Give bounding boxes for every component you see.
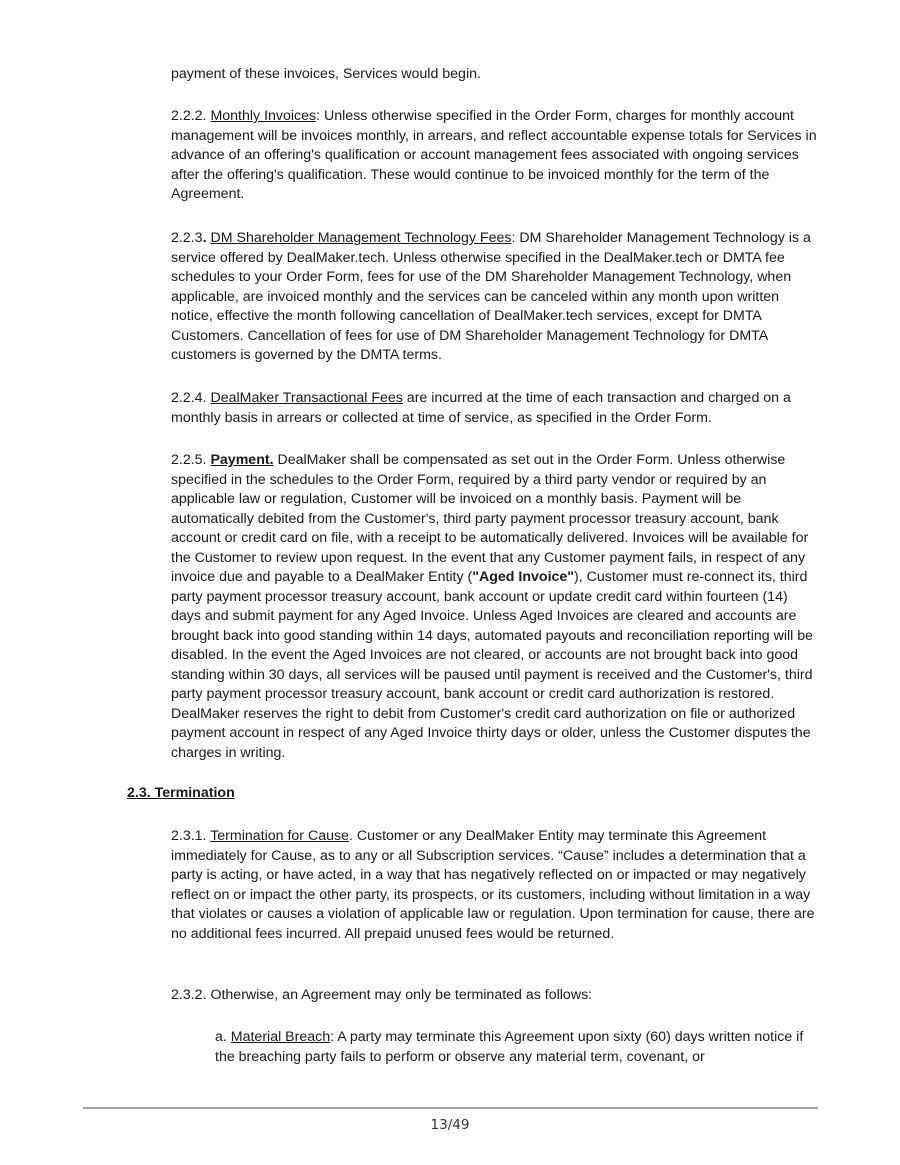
footer-divider	[83, 1107, 818, 1109]
section-2-3-1: 2.3.1. Termination for Cause. Customer or any DealMaker Entity may terminate this Agreement immediately for Cause, as to any or all Subscription services. “Cause” includes a determination that a party is acting, or have acted, in a way that has negatively reflected on or impacted or may negatively reflect on or impact the other party, its prospects, or its customers, including without limitation in a way that violates or causes a violation of applicable law or regulation. Upon termination for cause, there are no additional fees incurred. All prepaid unused fees would be returned.	[171, 828, 815, 942]
defined-term: "Aged Invoice"	[472, 569, 575, 585]
section-2-2-3: 2.2.3. DM Shareholder Management Technology Fees: DM Shareholder Management Technology is a service offered by DealMaker.tech. Unless otherwise specified in the DealMaker.tech or DMTA fee schedules to your Order Form, fees for use of the DM Shareholder Management Technology, when applicable, are invoiced monthly and the services can be canceled within any month upon written notice, effective the month following cancellation of DealMaker.tech services, except for DMTA Customers. Cancellation of fees for use of DM Shareholder Management Technology for DMTA customers is governed by the DMTA terms.	[171, 230, 811, 363]
section-title: Monthly Invoices	[210, 108, 317, 124]
section-title: Payment.	[210, 452, 274, 468]
section-2-2-2: 2.2.2. Monthly Invoices: Unless otherwise specified in the Order Form, charges for monthly account management will be invoices monthly, in arrears, and reflect accountable expense totals for Services in advance of an offering's qualification or account management fees associated with ongoing services after the offering's qualification. These would continue to be invoiced monthly for the term of the Agreement.	[171, 108, 817, 202]
section-heading-termination: 2.3. Termination	[127, 785, 235, 801]
section-2-2-5: 2.2.5. Payment. DealMaker shall be compensated as set out in the Order Form. Unless otherwise specified in the schedules to the Order Form, required by a third party vendor or required by an applicable law or regulation, Customer will be invoiced on a monthly basis. Payment will be automatically debited from the Customer's, third party payment processor treasury account, bank account or credit card on file, with a receipt to be automatically delivered. Invoices will be available for the Customer to review upon request. In the event that any Customer payment fails, in respect of any invoice due and payable to a DealMaker Entity ("Aged Invoice"), Customer must re-connect its, third party payment processor treasury account, bank account or update credit card within fourteen (14) days and submit payment for any Aged Invoice. Unless Aged Invoices are cleared and accounts are brought back into good standing within 14 days, automated payouts and reconciliation reporting will be disabled. In the event the Aged Invoices are not cleared, or accounts are not brought back into good standing within 30 days, all services will be paused until payment is received and the Customer's, third party payment processor treasury account, bank account or credit card authorization is restored. DealMaker reserves the right to debit from Customer's credit card authorization on file or authorized payment account in respect of any Aged Invoice thirty days or older, unless the Customer disputes the charges in writing.	[171, 452, 813, 761]
section-title: DealMaker Transactional Fees	[210, 390, 403, 406]
section-2-2-4: 2.2.4. DealMaker Transactional Fees are incurred at the time of each transaction and charged on a monthly basis in arrears or collected at time of service, as specified in the Order Form.	[171, 390, 791, 426]
section-title: DM Shareholder Management Technology Fees	[210, 230, 512, 246]
section-title: Termination for Cause	[210, 828, 349, 844]
page-number: 13/49	[430, 1117, 470, 1133]
section-2-3-2: 2.3.2. Otherwise, an Agreement may only be terminated as follows:	[171, 987, 593, 1003]
section-title: Material Breach	[230, 1029, 331, 1045]
paragraph-continuation: payment of these invoices, Services would begin.	[171, 66, 481, 82]
section-2-3-2-a: a. Material Breach: A party may terminate this Agreement upon sixty (60) days written notice if the breaching party fails to perform or observe any material term, covenant, or	[215, 1029, 804, 1065]
